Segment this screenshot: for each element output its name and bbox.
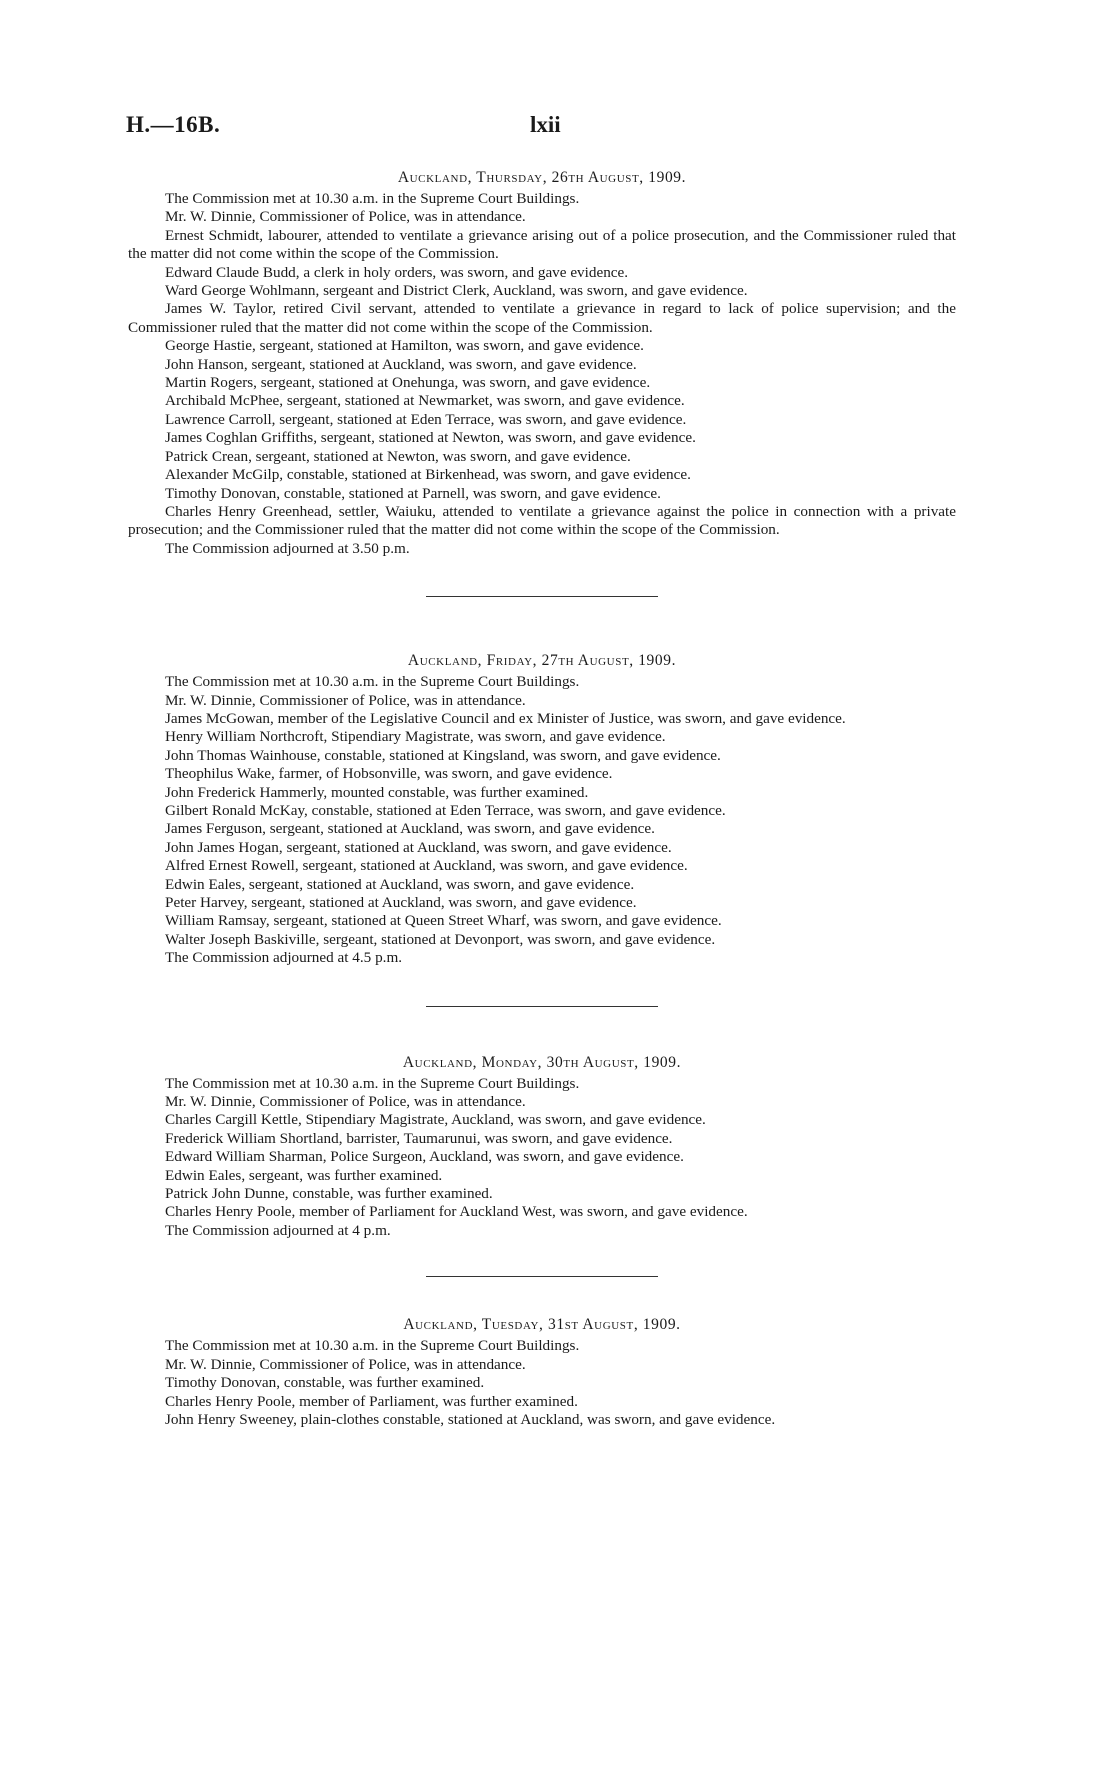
paragraph: Archibald McPhee, sergeant, stationed at Newmarket, was sworn, and gave evidence. — [165, 392, 685, 410]
paragraph: Alexander McGilp, constable, stationed at Birkenhead, was sworn, and gave evidence. — [165, 466, 691, 484]
paragraph: Ernest Schmidt, labourer, attended to ventilate a grievance arising out of a police prosecution, and the Commissioner ruled that the matter did not come within the scope of the Commission. — [128, 226, 956, 263]
paragraph: James W. Taylor, retired Civil servant, attended to ventilate a grievance in regard to lack of police supervision; and the Commissioner ruled that the matter did not come within the scope of the Commission. — [128, 300, 956, 336]
page-number: lxii — [530, 112, 561, 137]
paragraph: James Ferguson, sergeant, stationed at Auckland, was sworn, and gave evidence. — [165, 820, 655, 838]
paragraph: John James Hogan, sergeant, stationed at Auckland, was sworn, and gave evidence. — [165, 838, 672, 856]
paragraph: The Commission adjourned at 3.50 p.m. — [165, 539, 410, 557]
document-body — [128, 168, 956, 1429]
section-title: Auckland, Tuesday, 31st August, 1909. — [403, 1316, 681, 1334]
paragraph: Theophilus Wake, farmer, of Hobsonville, was sworn, and gave evidence. — [165, 765, 613, 783]
paragraph: Patrick Crean, sergeant, stationed at Newton, was sworn, and gave evidence. — [165, 447, 631, 465]
paragraph: Peter Harvey, sergeant, stationed at Auckland, was sworn, and gave evidence. — [165, 894, 637, 911]
paragraph: Charles Henry Poole, member of Parliament, was further examined. — [165, 1392, 578, 1410]
horizontal-rule — [426, 1276, 658, 1277]
paragraph: John Thomas Wainhouse, constable, stationed at Kingsland, was sworn, and gave evidence. — [165, 746, 721, 764]
paragraph: Edwin Eales, sergeant, stationed at Auckland, was sworn, and gave evidence. — [165, 875, 635, 893]
paragraph: Edwin Eales, sergeant, was further examined. — [165, 1166, 443, 1184]
sitting-tuesday-31-august — [128, 1315, 956, 1429]
paragraph: Henry William Northcroft, Stipendiary Magistrate, was sworn, and gave evidence. — [165, 728, 666, 746]
section-title: Auckland, Monday, 30th August, 1909. — [402, 1053, 682, 1071]
paragraph: James Coghlan Griffiths, sergeant, stationed at Newton, was sworn, and gave evidence. — [165, 429, 696, 447]
paragraph: Ward George Wohlmann, sergeant and District Clerk, Auckland, was sworn, and gave evidence. — [165, 282, 748, 300]
paragraph: George Hastie, sergeant, stationed at Hamilton, was sworn, and gave evidence. — [165, 337, 644, 355]
paragraph: The Commission met at 10.30 a.m. in the Supreme Court Buildings. — [165, 190, 580, 207]
paragraph: Charles Henry Poole, member of Parliament for Auckland West, was sworn, and gave evidence. — [165, 1203, 748, 1221]
paragraph: The Commission met at 10.30 a.m. in the Supreme Court Buildings. — [165, 1074, 580, 1092]
paragraph: Mr. W. Dinnie, Commissioner of Police, was in attendance. — [165, 1093, 526, 1111]
paragraph: Edward William Sharman, Police Surgeon, Auckland, was sworn, and gave evidence. — [165, 1148, 684, 1166]
paragraph: Lawrence Carroll, sergeant, stationed at Eden Terrace, was sworn, and gave evidence. — [165, 410, 687, 428]
paragraph: The Commission met at 10.30 a.m. in the Supreme Court Buildings. — [165, 1337, 580, 1355]
paragraph: Timothy Donovan, constable, stationed at Parnell, was sworn, and gave evidence. — [165, 484, 661, 502]
horizontal-rule — [426, 596, 658, 597]
sitting-thursday-26-august — [128, 168, 956, 558]
section-title: Auckland, Friday, 27th August, 1909. — [407, 652, 677, 670]
paragraph: The Commission adjourned at 4 p.m. — [165, 1221, 391, 1239]
paragraph: James McGowan, member of the Legislative Council and ex Minister of Justice, was sworn, and gave evidence. — [165, 709, 846, 727]
section-divider — [128, 558, 956, 651]
paragraph: Timothy Donovan, constable, was further examined. — [165, 1374, 485, 1392]
paragraph: Mr. W. Dinnie, Commissioner of Police, was in attendance. — [165, 691, 526, 709]
paragraph: William Ramsay, sergeant, stationed at Queen Street Wharf, was sworn, and gave evidence. — [165, 912, 722, 930]
sitting-friday-27-august — [128, 651, 956, 968]
section-divider — [128, 1240, 956, 1315]
paragraph: Martin Rogers, sergeant, stationed at Onehunga, was sworn, and gave evidence. — [165, 374, 651, 392]
sitting-monday-30-august — [128, 1053, 956, 1241]
paragraph: Edward Claude Budd, a clerk in holy orders, was sworn, and gave evidence. — [165, 263, 629, 281]
paragraph: Walter Joseph Baskiville, sergeant, stationed at Devonport, was sworn, and gave evidence. — [165, 930, 716, 948]
paragraph: John Henry Sweeney, plain-clothes constable, stationed at Auckland, was sworn, and gave evidence. — [165, 1410, 776, 1428]
horizontal-rule — [426, 1006, 658, 1007]
paragraph: Charles Cargill Kettle, Stipendiary Magistrate, Auckland, was sworn, and gave evidence. — [165, 1111, 706, 1129]
paragraph: The Commission met at 10.30 a.m. in the Supreme Court Buildings. — [165, 673, 580, 691]
paragraph: John Hanson, sergeant, stationed at Auckland, was sworn, and gave evidence. — [165, 355, 637, 373]
paragraph: Alfred Ernest Rowell, sergeant, stationed at Auckland, was sworn, and gave evidence. — [165, 857, 688, 875]
paragraph: Mr. W. Dinnie, Commissioner of Police, was in attendance. — [165, 1355, 526, 1373]
document-reference: H.—16B. — [126, 112, 221, 137]
section-title: Auckland, Thursday, 26th August, 1909. — [397, 169, 687, 186]
paragraph: Patrick John Dunne, constable, was further examined. — [165, 1185, 493, 1203]
paragraph: Frederick William Shortland, barrister, Taumarunui, was sworn, and gave evidence. — [165, 1129, 673, 1147]
paragraph: Charles Henry Greenhead, settler, Waiuku, attended to ventilate a grievance against the police in connection with a private prosecution; and the Commissioner ruled that the matter did not come within the scope of the Commission. — [128, 502, 956, 539]
paragraph: The Commission adjourned at 4.5 p.m. — [165, 949, 403, 967]
section-divider — [128, 968, 956, 1053]
paragraph: John Frederick Hammerly, mounted constable, was further examined. — [165, 783, 589, 801]
paragraph: Mr. W. Dinnie, Commissioner of Police, was in attendance. — [165, 208, 526, 226]
paragraph: Gilbert Ronald McKay, constable, stationed at Eden Terrace, was sworn, and gave evidence. — [165, 801, 726, 819]
